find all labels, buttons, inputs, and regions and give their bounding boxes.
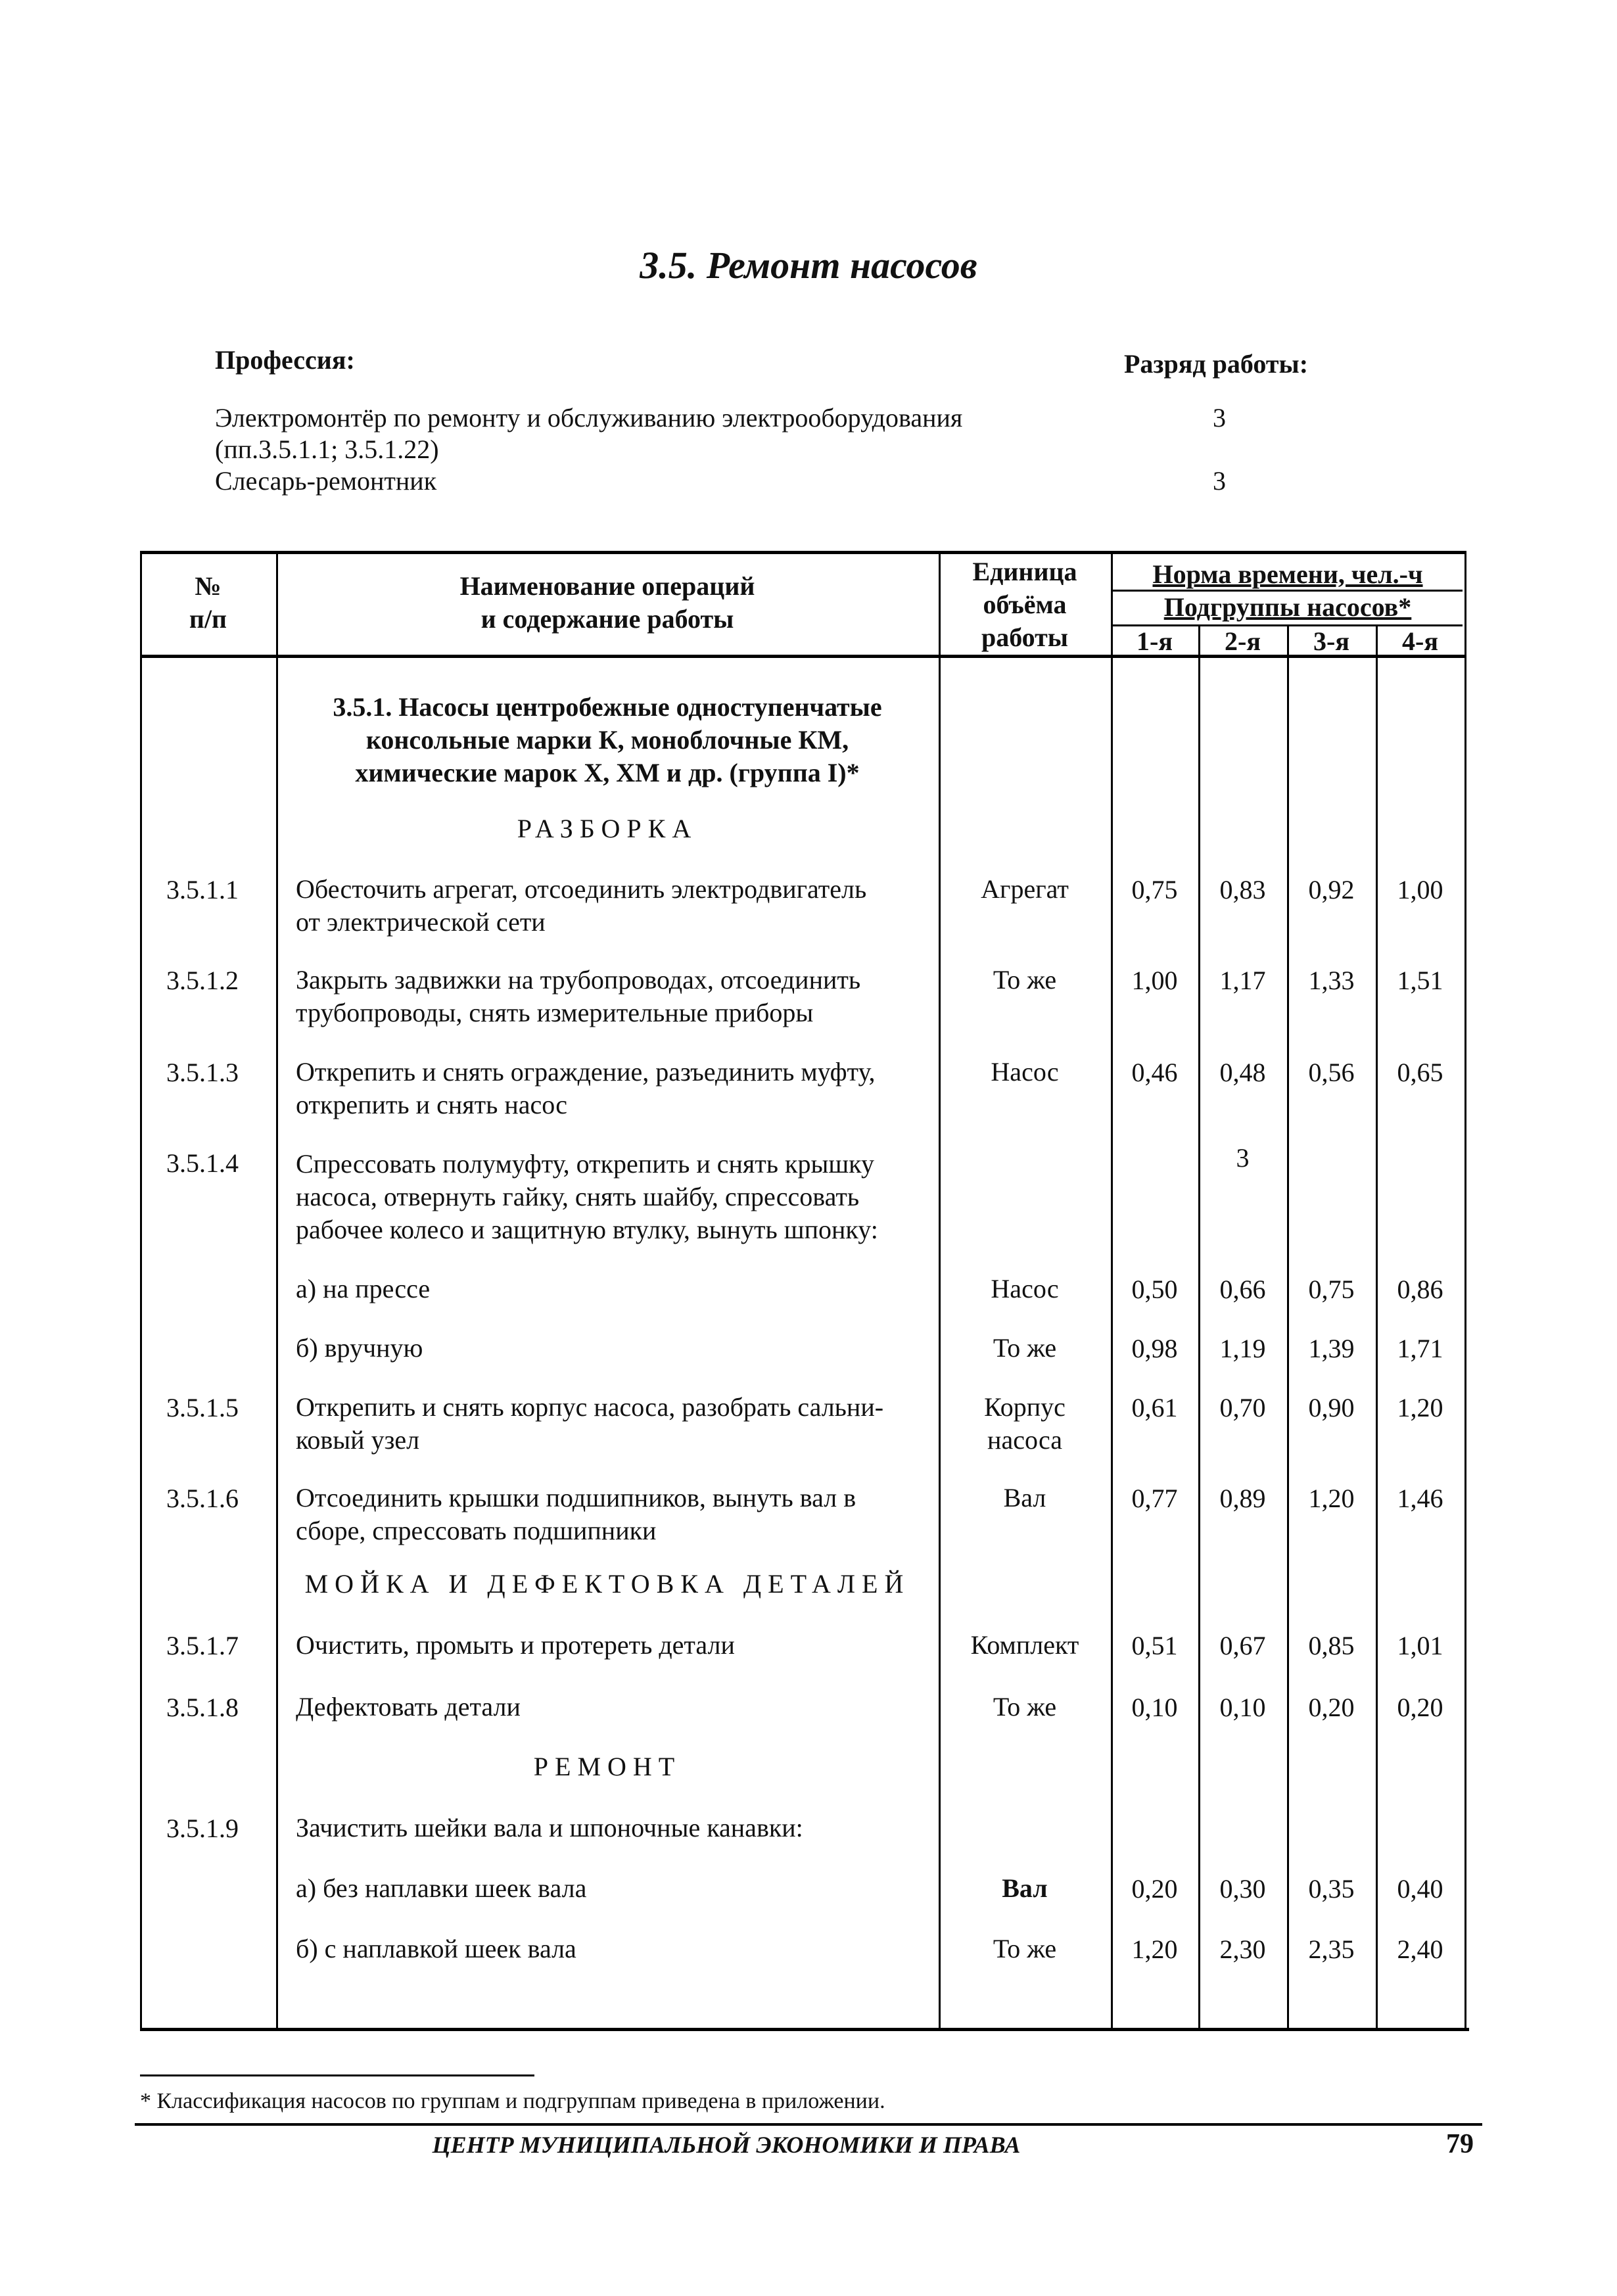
value-group-2: 0,48 [1219,1058,1266,1087]
value-stray-mark: 3 [1236,1143,1250,1173]
row-unit: Вал [1003,1483,1046,1512]
row-number: 3.5.1.3 [166,1058,239,1087]
section-title-line2: консольные марки К, моноблочные КМ, [365,725,849,755]
row-operation-line1: б) с наплавкой шеек вала [296,1934,576,1963]
row-number: 3.5.1.1 [166,875,239,904]
header-operation-line2: и содержание работы [480,604,734,634]
footnote-rule [140,2074,534,2076]
section-title-line1: 3.5.1. Насосы центробежные одноступенчатые [333,692,882,722]
value-group-2: 0,66 [1219,1275,1266,1304]
header-num-line2: п/п [189,604,227,634]
value-group-4: 1,20 [1397,1393,1443,1422]
value-group-2: 0,10 [1219,1693,1266,1722]
value-group-3: 0,85 [1308,1631,1355,1660]
row-operation-line1: б) вручную [296,1333,423,1363]
row-operation-line1: а) без наплавки шеек вала [296,1873,587,1903]
row-operation-line1: Открепить и снять корпус насоса, разобрать сальни- [296,1392,884,1422]
row-operation-line2: сборе, спрессовать подшипники [296,1516,657,1545]
row-unit: Насос [991,1057,1059,1087]
page-title: 3.5. Ремонт насосов [640,244,977,287]
row-operation-line1: Очистить, промыть и протереть детали [296,1630,735,1660]
value-group-1: 0,50 [1131,1275,1178,1304]
page-number: 79 [1446,2129,1474,2159]
value-group-4: 2,40 [1397,1934,1443,1964]
value-group-4: 1,51 [1397,966,1443,995]
value-group-3: 0,35 [1308,1874,1355,1904]
footer-rule [135,2123,1482,2126]
value-group-1: 0,75 [1131,875,1178,904]
row-operation-line1: а) на прессе [296,1274,431,1303]
value-group-2: 1,17 [1219,966,1266,995]
value-group-3: 0,56 [1308,1058,1355,1087]
row-operation-line2: насоса, отвернуть гайку, снять шайбу, спрессовать [296,1182,860,1211]
header-unit-line1: Единица [972,557,1077,586]
row-number: 3.5.1.5 [166,1393,239,1422]
row-operation-line1: Отсоединить крышки подшипников, вынуть вал в [296,1483,856,1512]
profession-2-name: Слесарь-ремонтник [215,466,437,496]
value-group-2: 0,83 [1219,875,1266,904]
value-group-1: 0,77 [1131,1484,1178,1513]
profession-2-rank: 3 [1213,466,1226,496]
row-operation-line1: Закрыть задвижки на трубопроводах, отсоединить [296,965,861,995]
value-group-2: 0,70 [1219,1393,1266,1422]
value-group-2: 2,30 [1219,1934,1266,1964]
row-operation-line1: Обесточить агрегат, отсоединить электродвигатель [296,874,867,904]
value-group-1: 0,51 [1131,1631,1178,1660]
header-group-4: 4-я [1402,626,1438,656]
row-unit: То же [993,965,1057,995]
value-group-2: 1,19 [1219,1334,1266,1363]
value-group-3: 0,92 [1308,875,1355,904]
row-operation-line1: Зачистить шейки вала и шпоночные канавки: [296,1813,803,1842]
row-operation-line1: Открепить и снять ограждение, разъединить муфту, [296,1057,876,1087]
row-number: 3.5.1.4 [166,1148,239,1178]
row-number: 3.5.1.9 [166,1814,239,1843]
row-number: 3.5.1.2 [166,966,239,995]
value-group-4: 0,40 [1397,1874,1443,1904]
profession-label: Профессия: [215,345,355,375]
value-group-3: 1,20 [1308,1484,1355,1513]
value-group-1: 1,20 [1131,1934,1178,1964]
row-unit-line2: насоса [987,1425,1062,1455]
row-unit: То же [993,1692,1057,1722]
row-unit: Комплект [970,1630,1079,1660]
footer-organization: ЦЕНТР МУНИЦИПАЛЬНОЙ ЭКОНОМИКИ И ПРАВА [432,2132,1021,2158]
value-group-2: 0,89 [1219,1484,1266,1513]
subsection-repair: РЕМОНТ [533,1752,682,1781]
value-group-3: 2,35 [1308,1934,1355,1964]
row-unit: То же [993,1934,1057,1963]
header-num-line1: № [195,571,222,601]
row-operation-line2: открепить и снять насос [296,1090,568,1119]
subsection-disassembly: РАЗБОРКА [517,814,698,843]
subsection-washing: МОЙКА И ДЕФЕКТОВКА ДЕТАЛЕЙ [304,1569,910,1599]
value-group-3: 0,20 [1308,1693,1355,1722]
row-number: 3.5.1.7 [166,1631,239,1660]
row-operation-line2: от электрической сети [296,907,546,937]
value-group-1: 0,46 [1131,1058,1178,1087]
row-number: 3.5.1.8 [166,1693,239,1722]
profession-1-line2: (пп.3.5.1.1; 3.5.1.22) [215,434,439,464]
value-group-3: 0,90 [1308,1393,1355,1422]
row-unit: Вал [1002,1873,1048,1903]
row-operation-line3: рабочее колесо и защитную втулку, вынуть шпонку: [296,1215,878,1244]
row-unit: То же [993,1333,1057,1363]
value-group-4: 1,01 [1397,1631,1443,1660]
value-group-3: 1,39 [1308,1334,1355,1363]
value-group-4: 0,65 [1397,1058,1443,1087]
value-group-4: 0,20 [1397,1693,1443,1722]
value-group-4: 1,00 [1397,875,1443,904]
row-number: 3.5.1.6 [166,1484,239,1513]
profession-1-rank: 3 [1213,403,1226,433]
row-unit: Насос [991,1274,1059,1303]
value-group-3: 0,75 [1308,1275,1355,1304]
header-unit-line2: объёма [983,590,1067,619]
value-group-1: 0,10 [1131,1693,1178,1722]
value-group-1: 0,98 [1131,1334,1178,1363]
rank-label: Разряд работы: [1124,349,1309,379]
row-operation-line2: ковый узел [296,1425,420,1455]
header-unit-line3: работы [981,622,1069,652]
value-group-2: 0,67 [1219,1631,1266,1660]
value-group-1: 0,61 [1131,1393,1178,1422]
row-unit: Агрегат [981,874,1069,904]
row-operation-line1: Дефектовать детали [296,1692,521,1722]
value-group-4: 1,46 [1397,1484,1443,1513]
header-group-1: 1-я [1137,626,1173,656]
header-subgroups: Подгруппы насосов* [1163,592,1412,622]
profession-1-line1: Электромонтёр по ремонту и обслуживанию электрооборудования [215,403,963,433]
value-group-2: 0,30 [1219,1874,1266,1904]
header-group-3: 3-я [1313,626,1349,656]
value-group-4: 0,86 [1397,1275,1443,1304]
header-norm: Норма времени, чел.-ч [1152,559,1423,589]
header-group-2: 2-я [1225,626,1261,656]
row-unit: Корпус [984,1392,1066,1422]
footnote: * Классификация насосов по группам и подгруппам приведена в приложении. [140,2089,885,2113]
row-operation-line2: трубопроводы, снять измерительные приборы [296,998,814,1027]
row-operation-line1: Спрессовать полумуфту, открепить и снять крышку [296,1149,874,1179]
value-group-3: 1,33 [1308,966,1355,995]
section-title-line3: химические марок Х, ХМ и др. (группа I)* [355,758,860,787]
value-group-1: 1,00 [1131,966,1178,995]
value-group-4: 1,71 [1397,1334,1443,1363]
header-operation-line1: Наименование операций [459,571,755,601]
value-group-1: 0,20 [1131,1874,1178,1904]
